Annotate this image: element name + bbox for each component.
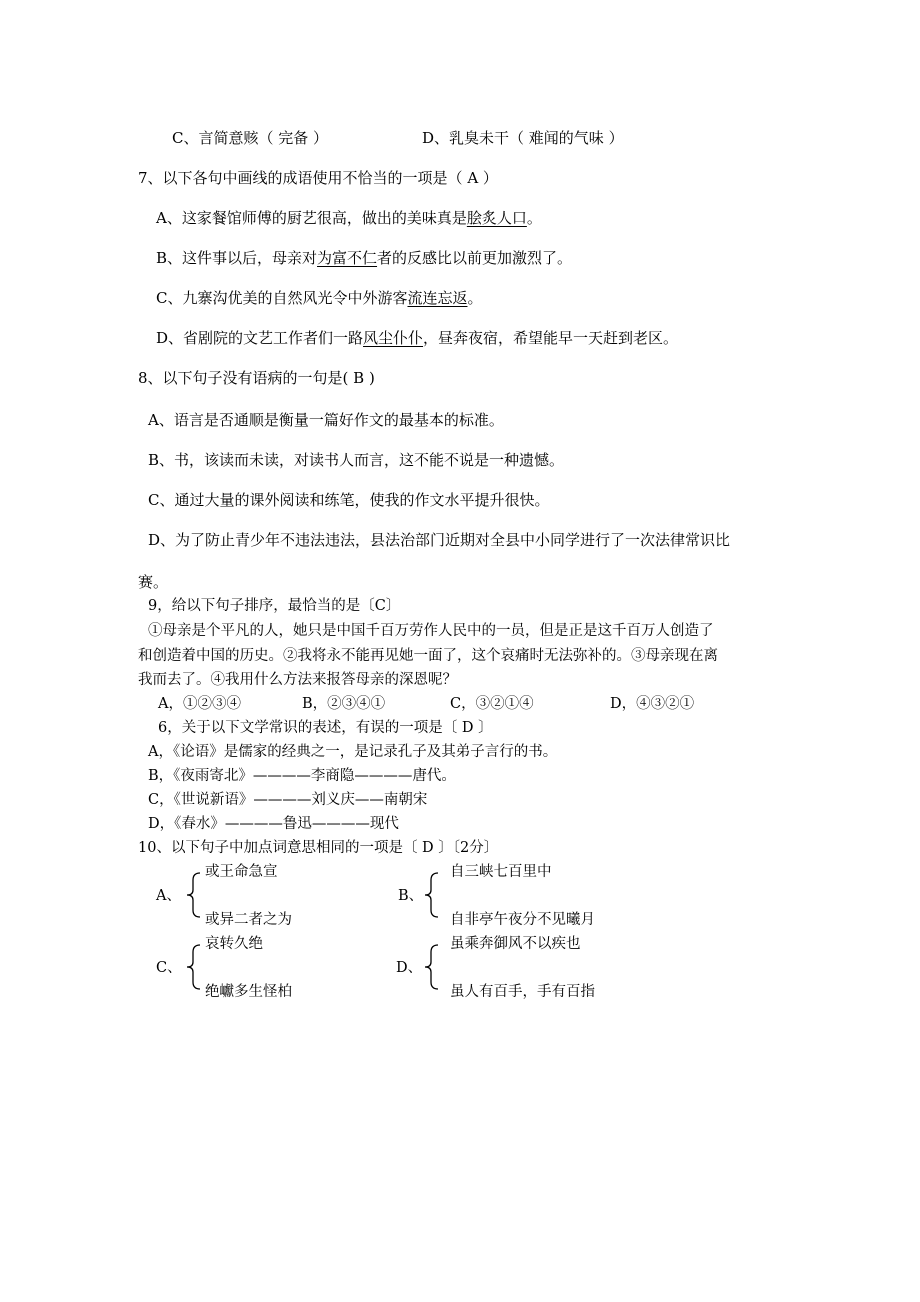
q6-option-d: D、乳臭未干（ 难闻的气味 ）: [422, 129, 624, 147]
q7-idiom-a: 脍炙人口: [466, 209, 527, 227]
q10-c-top: 哀转久绝: [205, 936, 263, 952]
q10-label-c: C、: [156, 960, 182, 976]
q10-d-top: 虽乘奔御风不以疾也: [450, 936, 581, 952]
q6b-option-b: B，《夜雨寄北》————李商隐————唐代。: [148, 768, 456, 784]
q8-option-c: C、通过大量的课外阅读和练笔，使我的作文水平提升很快。: [148, 491, 550, 509]
q8-option-d: D、为了防止青少年不违法违法，县法治部门近期对全县中小同学进行了一次法律常识比: [148, 531, 731, 549]
q9-option-d: D，④③②①: [610, 696, 695, 712]
q10-brace-c: [186, 944, 202, 990]
q6b-stem: 6，关于以下文学常识的表述，有误的一项是〔 D 〕: [158, 720, 493, 736]
q7-idiom-d: 风尘仆仆: [363, 329, 424, 347]
q10-stem: 10、以下句子中加点词意思相同的一项是〔 D 〕〔2分〕: [138, 840, 499, 856]
q10-label-b: B、: [398, 888, 424, 904]
q7-option-d: D、省剧院的文艺工作者们一路风尘仆仆，昼奔夜宿，希望能早一天赶到老区。: [156, 329, 679, 347]
q8-option-b: B、书，该读而未读，对读书人而言，这不能不说是一种遗憾。: [148, 451, 565, 469]
q9-option-b: B，②③④①: [302, 696, 386, 712]
q8-option-a: A、语言是否通顺是衡量一篇好作文的最基本的标准。: [148, 411, 504, 429]
q6b-option-a: A，《论语》是儒家的经典之一，是记录孔子及其弟子言行的书。: [148, 744, 558, 760]
q9-passage-line-2: 和创造着中国的历史。②我将永不能再见她一面了，这个哀痛时无法弥补的。③母亲现在离: [138, 648, 718, 664]
q9-option-a: A，①②③④: [158, 696, 241, 712]
q7-option-c: C、九寨沟优美的自然风光令中外游客流连忘返。: [156, 289, 483, 307]
q8-option-d-continued: 赛。: [138, 573, 169, 591]
q10-brace-b: [424, 872, 440, 918]
q10-label-a: A、: [156, 888, 181, 904]
q8-stem: 8、以下句子没有语病的一句是( B ): [138, 369, 375, 387]
q10-d-bottom: 虽人有百手，手有百指: [450, 984, 595, 1000]
q9-passage-line-1: ①母亲是个平凡的人，她只是中国千百万劳作人民中的一员，但是正是这千百万人创造了: [148, 623, 714, 639]
q10-a-bottom: 或异二者之为: [205, 912, 292, 928]
q6-option-c: C、言简意赅（ 完备 ）: [172, 129, 329, 147]
q6b-option-c: C，《世说新语》————刘义庆——南朝宋: [148, 792, 428, 808]
q10-label-d: D、: [396, 960, 423, 976]
q10-b-bottom: 自非亭午夜分不见曦月: [450, 912, 595, 928]
q6b-option-d: D，《春水》————鲁迅————现代: [148, 816, 399, 832]
q7-stem: 7、以下各句中画线的成语使用不恰当的一项是（ A ）: [138, 169, 498, 187]
q9-stem: 9，给以下句子排序，最恰当的是〔C〕: [148, 598, 401, 614]
q10-c-bottom: 绝巘多生怪柏: [205, 984, 292, 1000]
q10-a-top: 或王命急宣: [205, 864, 278, 880]
q10-b-top: 自三峡七百里中: [450, 864, 552, 880]
q10-brace-a: [186, 872, 202, 918]
q7-idiom-b: 为富不仁: [317, 249, 378, 267]
q9-option-c: C，③②①④: [450, 696, 534, 712]
q7-idiom-c: 流连忘返: [407, 289, 468, 307]
q9-passage-line-3: 我而去了。④我用什么方法来报答母亲的深恩呢？: [138, 672, 457, 688]
q7-option-a: A、这家餐馆师傅的厨艺很高，做出的美味真是脍炙人口。: [156, 209, 542, 227]
q7-option-b: B、这件事以后，母亲对为富不仁者的反感比以前更加激烈了。: [156, 249, 573, 267]
q10-brace-d: [424, 944, 440, 990]
